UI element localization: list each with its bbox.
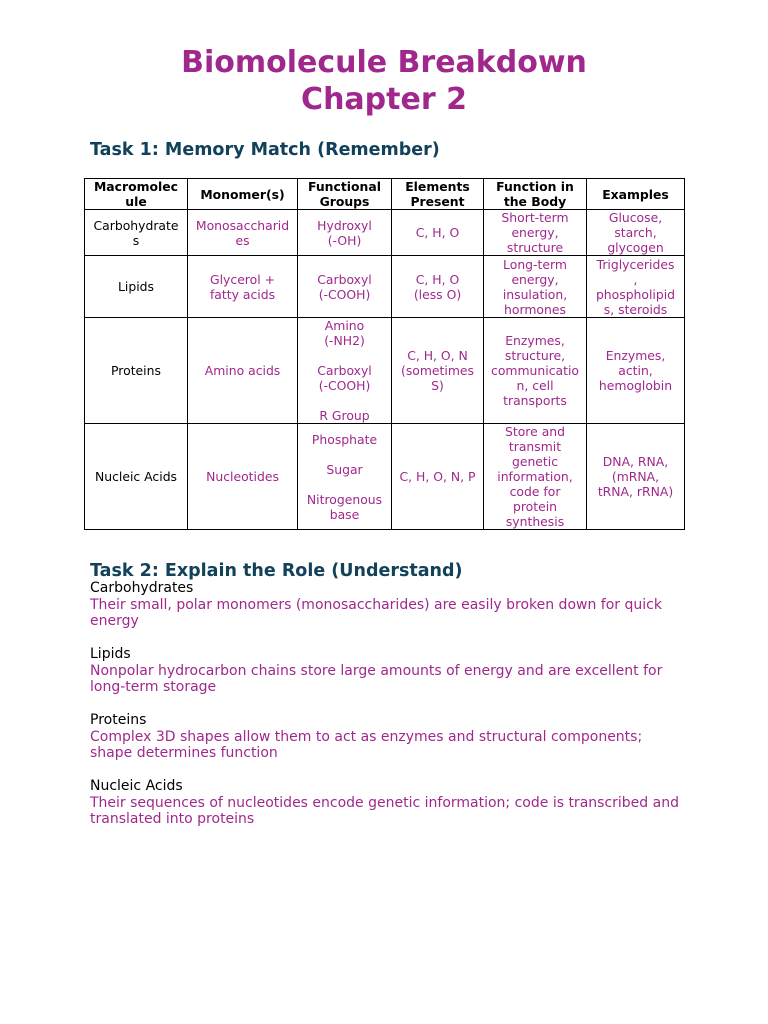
cell-line bbox=[300, 348, 389, 363]
header-line: the Body bbox=[503, 194, 567, 209]
cell-line: structure bbox=[506, 240, 564, 255]
cell-line: s, steroids bbox=[603, 301, 668, 317]
header-function-in-body bbox=[484, 179, 587, 210]
cell-line: C, H, O bbox=[415, 271, 460, 287]
cell-line bbox=[300, 477, 389, 492]
cell-line: Monosaccharid bbox=[195, 217, 290, 233]
role-topic-label: Carbohydrates bbox=[90, 580, 194, 596]
role-explanation-item bbox=[90, 712, 690, 762]
cell-line: code for bbox=[509, 484, 561, 499]
cell-line: C, H, O bbox=[415, 225, 460, 240]
cell-line: (-NH2) bbox=[324, 333, 365, 348]
cell-line: Triglycerides bbox=[596, 256, 675, 272]
answer-cell-functional-groups bbox=[298, 210, 392, 256]
cell-line: actin, bbox=[618, 363, 653, 378]
role-topic-label: Proteins bbox=[90, 712, 147, 728]
cell-line: Short-term bbox=[501, 210, 569, 225]
header-elements-present bbox=[392, 179, 484, 210]
cell-line: C, H, O, N bbox=[407, 348, 468, 363]
cell-line: starch, bbox=[614, 225, 657, 240]
answer-cell-functional-groups bbox=[298, 318, 392, 424]
row-label bbox=[85, 256, 188, 318]
cell-line: Nucleotides bbox=[206, 469, 279, 484]
answer-cell-examples bbox=[587, 424, 685, 530]
answer-cell-monomers bbox=[188, 210, 298, 256]
cell-line: fatty acids bbox=[209, 286, 276, 302]
cell-line: transports bbox=[503, 393, 567, 408]
table-row bbox=[85, 424, 685, 530]
cell-line: Store and bbox=[505, 424, 565, 439]
row-label-line: Proteins bbox=[111, 363, 161, 378]
header-line: Monomer(s) bbox=[200, 186, 285, 202]
answer-cell-elements-present bbox=[392, 256, 484, 318]
cell-line: genetic bbox=[511, 454, 559, 469]
answer-cell-elements-present bbox=[392, 210, 484, 256]
cell-line: Carboxyl bbox=[317, 363, 372, 378]
cell-line: Enzymes, bbox=[505, 333, 565, 348]
cell-line: insulation, bbox=[502, 286, 568, 302]
row-label bbox=[85, 210, 188, 256]
row-label bbox=[85, 318, 188, 424]
cell-line: Glucose, bbox=[608, 210, 663, 225]
row-label-line: Lipids bbox=[118, 279, 154, 294]
answer-cell-monomers bbox=[188, 256, 298, 318]
table-row bbox=[85, 318, 685, 424]
cell-line: structure, bbox=[504, 348, 566, 363]
cell-line: Enzymes, bbox=[605, 348, 666, 363]
header-line: Groups bbox=[319, 194, 370, 209]
cell-line: tRNA, rRNA) bbox=[597, 484, 674, 499]
cell-line: information, bbox=[497, 469, 573, 484]
role-explanation-line: Their small, polar monomers (monosaccharides) are easily broken down for quick bbox=[90, 596, 662, 613]
role-explanation-item bbox=[90, 646, 690, 696]
cell-line: es bbox=[235, 232, 250, 248]
cell-line: Amino acids bbox=[204, 363, 281, 378]
cell-line: (-COOH) bbox=[318, 286, 371, 302]
header-examples bbox=[587, 179, 685, 210]
header-monomers bbox=[188, 179, 298, 210]
answer-cell-function-in-body bbox=[484, 210, 587, 256]
header-macromolecule bbox=[85, 179, 188, 210]
cell-line: Glycerol + bbox=[210, 271, 275, 287]
cell-line: Amino bbox=[324, 318, 365, 333]
answer-cell-examples bbox=[587, 210, 685, 256]
cell-line: synthesis bbox=[505, 514, 565, 529]
cell-line: DNA, RNA, bbox=[602, 454, 669, 469]
role-explanation-line: Nonpolar hydrocarbon chains store large amounts of energy and are excellent for bbox=[90, 662, 663, 679]
cell-line: n, cell bbox=[516, 378, 554, 393]
cell-line: (-OH) bbox=[327, 232, 362, 248]
header-line: Functional bbox=[308, 179, 381, 194]
answer-cell-function-in-body bbox=[484, 318, 587, 424]
cell-line: , bbox=[633, 271, 638, 287]
task1-heading: Task 1: Memory Match (Remember) bbox=[90, 140, 440, 160]
cell-line: Carboxyl bbox=[317, 271, 372, 287]
cell-line: transmit bbox=[508, 439, 562, 454]
cell-line: energy, bbox=[511, 225, 559, 240]
role-explanation-line: energy bbox=[90, 613, 139, 629]
answer-cell-examples bbox=[587, 256, 685, 318]
page-title bbox=[0, 44, 768, 118]
cell-line: (mRNA, bbox=[611, 469, 660, 484]
header-line: Examples bbox=[602, 186, 669, 202]
role-explanation-line: translated into proteins bbox=[90, 811, 255, 827]
role-topic-label: Lipids bbox=[90, 646, 131, 662]
answer-cell-function-in-body bbox=[484, 424, 587, 530]
answer-cell-functional-groups bbox=[298, 424, 392, 530]
role-explanation-item bbox=[90, 778, 690, 828]
role-explanation-line: Complex 3D shapes allow them to act as enzymes and structural components; bbox=[90, 728, 643, 745]
cell-line: Phosphate bbox=[311, 431, 378, 447]
answer-cell-monomers bbox=[188, 424, 298, 530]
cell-line: (less O) bbox=[413, 286, 462, 302]
cell-line: base bbox=[329, 506, 360, 522]
title-line-1: Biomolecule Breakdown bbox=[181, 45, 587, 80]
row-label-line: s bbox=[132, 232, 140, 248]
cell-line: glycogen bbox=[607, 240, 664, 255]
cell-line: C, H, O, N, P bbox=[399, 469, 476, 484]
answer-cell-elements-present bbox=[392, 318, 484, 424]
cell-line: phospholipid bbox=[595, 286, 676, 302]
cell-line: hemoglobin bbox=[598, 378, 673, 393]
cell-line: hormones bbox=[504, 301, 566, 317]
table-header-row bbox=[85, 179, 685, 210]
table-row bbox=[85, 210, 685, 256]
header-line: Elements bbox=[405, 179, 470, 194]
answer-cell-examples bbox=[587, 318, 685, 424]
cell-line: (sometimes bbox=[400, 363, 474, 378]
header-line: Present bbox=[410, 194, 465, 209]
cell-line: Sugar bbox=[326, 461, 363, 477]
task2-heading: Task 2: Explain the Role (Understand) bbox=[90, 561, 463, 581]
role-explanation-line: long-term storage bbox=[90, 679, 217, 695]
header-functional-groups bbox=[298, 179, 392, 210]
cell-line: (-COOH) bbox=[318, 378, 371, 393]
cell-line: communicatio bbox=[491, 363, 579, 378]
cell-line: S) bbox=[431, 378, 444, 393]
cell-line: protein bbox=[512, 499, 558, 514]
row-label-line: Nucleic Acids bbox=[94, 469, 178, 484]
cell-line: Hydroxyl bbox=[317, 217, 372, 233]
cell-line bbox=[300, 393, 389, 408]
task2-body bbox=[90, 580, 690, 844]
table-body bbox=[85, 210, 685, 530]
title-line-2: Chapter 2 bbox=[301, 82, 467, 117]
row-label-line: Carbohydrate bbox=[93, 217, 179, 233]
header-line: Function in bbox=[496, 179, 574, 194]
role-explanation-item bbox=[90, 580, 690, 630]
cell-line: Long-term bbox=[503, 256, 567, 272]
answer-cell-function-in-body bbox=[484, 256, 587, 318]
role-explanation-line: shape determines function bbox=[90, 745, 278, 761]
header-line: ule bbox=[125, 194, 147, 209]
cell-line: energy, bbox=[511, 271, 559, 287]
memory-match-table bbox=[84, 178, 685, 530]
table-row bbox=[85, 256, 685, 318]
answer-cell-functional-groups bbox=[298, 256, 392, 318]
cell-line: R Group bbox=[319, 408, 370, 423]
row-label bbox=[85, 424, 188, 530]
cell-line bbox=[300, 447, 389, 462]
role-topic-label: Nucleic Acids bbox=[90, 778, 183, 794]
answer-cell-monomers bbox=[188, 318, 298, 424]
role-explanation-line: Their sequences of nucleotides encode genetic information; code is transcribed and bbox=[90, 794, 679, 811]
answer-cell-elements-present bbox=[392, 424, 484, 530]
header-line: Macromolec bbox=[93, 179, 179, 194]
cell-line: Nitrogenous bbox=[306, 491, 383, 507]
